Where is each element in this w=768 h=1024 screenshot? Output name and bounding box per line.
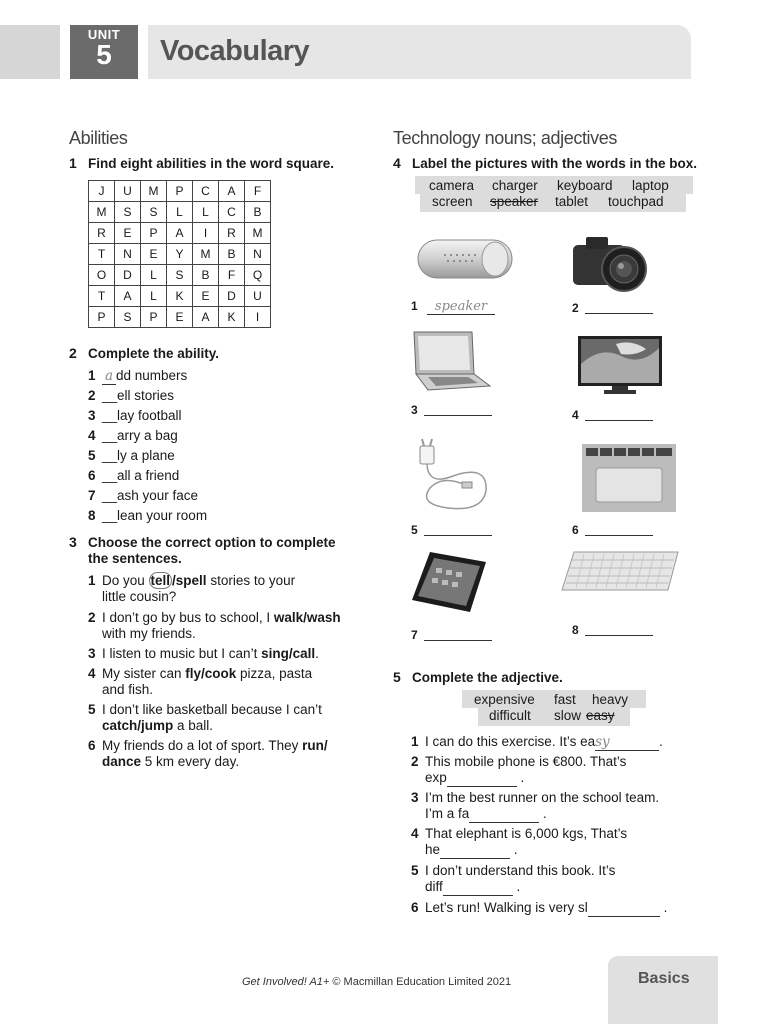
label-5: 5: [411, 523, 492, 537]
exercise-3-item-4: 4 My sister can fly/cook pizza, pasta and fish.: [88, 666, 313, 697]
exercise-5-instruction: 5 Complete the adjective.: [393, 669, 563, 685]
grid-cell: B: [193, 265, 219, 286]
grid-cell: E: [167, 307, 193, 328]
grid-cell: C: [219, 202, 245, 223]
grid-row: [89, 181, 271, 202]
adjective-box-row-2: difficult slow easy: [478, 708, 630, 726]
grid-cell: T: [89, 286, 115, 307]
label-7: 7: [411, 628, 492, 642]
circled-answer: tell: [150, 573, 171, 588]
grid-cell: U: [115, 181, 141, 202]
grid-cell: M: [141, 181, 167, 202]
exercise-2-instruction: 2 Complete the ability.: [69, 345, 220, 361]
label-4: 4: [572, 408, 653, 422]
basics-tab: Basics: [608, 956, 718, 1024]
grid-cell: R: [219, 223, 245, 244]
exercise-2-item: 7 __ash your face: [88, 488, 199, 503]
grid-cell: Y: [167, 244, 193, 265]
exercise-2-item: 1 a dd numbers: [88, 368, 188, 384]
exercise-2-item: 6 __all a friend: [88, 468, 180, 483]
answer-speaker: speaker: [427, 299, 495, 315]
word-box-row-1: camera charger keyboard laptop: [415, 176, 693, 194]
exercise-2-list: [88, 368, 368, 533]
grid-cell: E: [141, 244, 167, 265]
touchpad-picture: [580, 442, 678, 514]
grid-cell: K: [167, 286, 193, 307]
grid-cell: L: [141, 286, 167, 307]
exercise-5-item-2: 2 This mobile phone is €800. That’s exp .: [411, 754, 627, 785]
exercise-2-item: 4 __arry a bag: [88, 428, 178, 443]
grid-cell: U: [245, 286, 271, 307]
grid-row: [89, 265, 271, 286]
exercise-5-item-6: 6 Let’s run! Walking is very sl .: [411, 900, 668, 915]
grid-cell: I: [193, 223, 219, 244]
exercise-5-item-4: 4 That elephant is 6,000 kgs, That’s he .: [411, 826, 628, 857]
grid-cell: E: [115, 223, 141, 244]
exercise-2-item: 3 __lay football: [88, 408, 182, 423]
grid-cell: M: [245, 223, 271, 244]
grid-cell: A: [167, 223, 193, 244]
grid-cell: L: [141, 265, 167, 286]
exercise-2-item: 5 __ly a plane: [88, 448, 175, 463]
grid-cell: F: [245, 181, 271, 202]
tablet-picture: [410, 550, 488, 614]
keyboard-picture: [560, 550, 680, 594]
exercise-3-item-2: 2 I don’t go by bus to school, I walk/wash with my friends.: [88, 610, 341, 641]
exercise-5-item-5: 5 I don’t understand this book. It’s diff .: [411, 863, 616, 894]
grid-row: [89, 223, 271, 244]
grid-cell: Q: [245, 265, 271, 286]
header-side-tab: [0, 25, 60, 79]
exercise-3-item-5: 5 I don’t like basketball because I can’t catch/jump a ball.: [88, 702, 322, 733]
footer-copyright: Get Involved! A1+ © Macmillan Education Limited 2021: [242, 976, 512, 988]
answer-sy: sy: [595, 734, 610, 750]
exercise-2-item: 8 __lean your room: [88, 508, 208, 523]
exercise-3-item-1: 1 Do you tell /spell stories to your little cousin?: [88, 573, 296, 604]
grid-cell: R: [89, 223, 115, 244]
grid-cell: T: [89, 244, 115, 265]
grid-cell: F: [219, 265, 245, 286]
screen-picture: [576, 334, 664, 396]
grid-cell: K: [219, 307, 245, 328]
grid-cell: S: [141, 202, 167, 223]
grid-cell: J: [89, 181, 115, 202]
grid-cell: C: [193, 181, 219, 202]
label-6: 6: [572, 523, 653, 537]
label-2: 2: [572, 301, 653, 315]
word-box-row-2: screen speaker tablet touchpad: [420, 194, 686, 212]
exercise-3-item-6: 6 My friends do a lot of sport. They run/ dance 5 km every day.: [88, 738, 328, 769]
title-bar: [148, 25, 691, 79]
grid-row: [89, 286, 271, 307]
grid-cell: M: [89, 202, 115, 223]
grid-cell: M: [193, 244, 219, 265]
speaker-picture: [415, 230, 515, 288]
grid-cell: P: [89, 307, 115, 328]
section-title-abilities: Abilities: [69, 128, 128, 148]
grid-cell: P: [167, 181, 193, 202]
exercise-1-instruction: 1 Find eight abilities in the word square.: [69, 155, 335, 171]
camera-picture: [570, 233, 650, 293]
charger-picture: [408, 436, 494, 514]
grid-row: [89, 244, 271, 265]
grid-cell: E: [193, 286, 219, 307]
grid-cell: P: [141, 223, 167, 244]
grid-cell: D: [219, 286, 245, 307]
label-3: 3: [411, 403, 492, 417]
exercise-2-item: 2 __ell stories: [88, 388, 175, 403]
exercise-4-instruction: 4 Label the pictures with the words in the box.: [393, 155, 698, 171]
page-title: Vocabulary: [160, 35, 310, 67]
grid-cell: A: [115, 286, 141, 307]
grid-cell: S: [115, 202, 141, 223]
unit-badge: [70, 25, 138, 79]
grid-cell: A: [193, 307, 219, 328]
grid-cell: N: [245, 244, 271, 265]
grid-cell: N: [115, 244, 141, 265]
grid-cell: D: [115, 265, 141, 286]
grid-cell: A: [219, 181, 245, 202]
grid-row: [89, 307, 271, 328]
unit-label: UNIT: [87, 27, 121, 42]
grid-cell: S: [115, 307, 141, 328]
grid-cell: B: [245, 202, 271, 223]
grid-cell: P: [141, 307, 167, 328]
answer-a: a: [102, 368, 116, 385]
label-1: 1 speaker: [411, 299, 495, 315]
grid-cell: L: [193, 202, 219, 223]
exercise-3-item-3: 3 I listen to music but I can’t sing/call.: [88, 646, 319, 661]
grid-cell: B: [219, 244, 245, 265]
word-square: [88, 180, 271, 328]
grid-row: [89, 202, 271, 223]
exercise-5-item-1: 1 I can do this exercise. It’s easy .: [411, 734, 663, 750]
grid-cell: I: [245, 307, 271, 328]
grid-cell: L: [167, 202, 193, 223]
grid-cell: S: [167, 265, 193, 286]
exercise-5-item-3: 3 I’m the best runner on the school team. I’m a fa .: [411, 790, 660, 821]
label-8: 8: [572, 623, 653, 637]
adjective-box-row-1: expensive fast heavy: [462, 690, 646, 708]
laptop-picture: [408, 330, 492, 394]
section-title-technology: Technology nouns; adjectives: [393, 128, 617, 148]
unit-number: 5: [96, 39, 112, 70]
grid-cell: O: [89, 265, 115, 286]
exercise-3-instruction: 3 Choose the correct option to complete the sentences.: [69, 534, 336, 566]
